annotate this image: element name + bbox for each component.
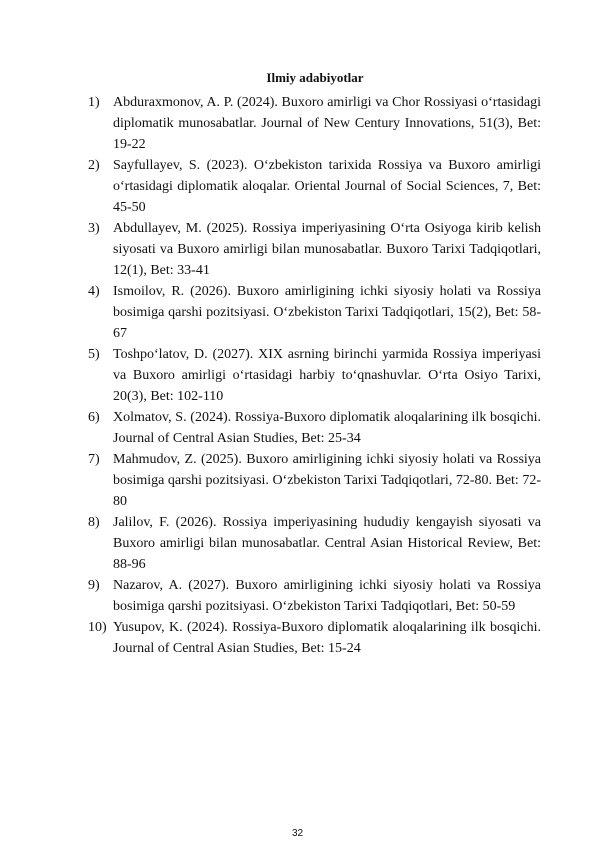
reference-item bbox=[0, 155, 595, 218]
references-heading: Ilmiy adabiyotlar bbox=[266, 70, 364, 85]
reference-number: 9) bbox=[88, 578, 100, 593]
reference-item bbox=[0, 575, 595, 617]
reference-text: Sayfullayev, S. (2023). O‘zbekiston tarixida Rossiya va Buxoro amirligi o‘rtasidagi diplomatik aloqalar. Oriental Journal of Social Sciences, 7, Bet: 45-50 bbox=[113, 158, 541, 215]
reference-item bbox=[0, 218, 595, 281]
reference-item bbox=[0, 281, 595, 344]
reference-number: 7) bbox=[88, 452, 100, 467]
page-number: 32 bbox=[291, 828, 304, 839]
reference-number: 1) bbox=[88, 95, 100, 110]
reference-text: Abdullayev, M. (2025). Rossiya imperiyasining O‘rta Osiyoga kirib kelish siyosati va Buxoro amirligi bilan munosabatlar. Buxoro Tarixi Tadqiqotlari, 12(1), Bet: 33-41 bbox=[113, 221, 541, 278]
reference-number: 5) bbox=[88, 347, 100, 362]
reference-number: 2) bbox=[88, 158, 100, 173]
reference-number: 8) bbox=[88, 515, 100, 530]
reference-item bbox=[0, 512, 595, 575]
reference-number: 10) bbox=[88, 620, 107, 635]
reference-number: 3) bbox=[88, 221, 100, 236]
reference-text: Yusupov, K. (2024). Rossiya-Buxoro diplomatik aloqalarining ilk bosqichi. Journal of Central Asian Studies, Bet: 15-24 bbox=[113, 620, 541, 656]
reference-text: Xolmatov, S. (2024). Rossiya-Buxoro diplomatik aloqalarining ilk bosqichi. Journal of Central Asian Studies, Bet: 25-34 bbox=[113, 410, 541, 446]
reference-text: Nazarov, A. (2027). Buxoro amirligining ichki siyosiy holati va Rossiya bosimiga qarshi pozitsiyasi. O‘zbekiston Tarixi Tadqiqotlari, Bet: 50-59 bbox=[113, 578, 541, 614]
reference-item bbox=[0, 344, 595, 407]
reference-text: Abduraxmonov, A. P. (2024). Buxoro amirligi va Chor Rossiyasi o‘rtasidagi diplomatik munosabatlar. Journal of New Century Innovations, 51(3), Bet: 19-22 bbox=[113, 95, 541, 152]
reference-item bbox=[0, 407, 595, 449]
reference-text: Mahmudov, Z. (2025). Buxoro amirligining ichki siyosiy holati va Rossiya bosimiga qarshi pozitsiyasi. O‘zbekiston Tarixi Tadqiqotlari, 72-80. Bet: 72-80 bbox=[113, 452, 541, 509]
reference-list bbox=[0, 92, 595, 659]
reference-number: 4) bbox=[88, 284, 100, 299]
reference-number: 6) bbox=[88, 410, 100, 425]
reference-item bbox=[0, 449, 595, 512]
reference-text: Toshpo‘latov, D. (2027). XIX asrning birinchi yarmida Rossiya imperiyasi va Buxoro amirligi o‘rtasidagi harbiy to‘qnashuvlar. O‘rta Osiyo Tarixi, 20(3), Bet: 102-110 bbox=[113, 347, 541, 404]
reference-item bbox=[0, 92, 595, 155]
reference-text: Ismoilov, R. (2026). Buxoro amirligining ichki siyosiy holati va Rossiya bosimiga qarshi pozitsiyasi. O‘zbekiston Tarixi Tadqiqotlari, 15(2), Bet: 58-67 bbox=[113, 284, 541, 341]
reference-text: Jalilov, F. (2026). Rossiya imperiyasining hududiy kengayish siyosati va Buxoro amirligi bilan munosabatlar. Central Asian Historical Review, Bet: 88-96 bbox=[113, 515, 541, 572]
reference-item bbox=[0, 617, 595, 659]
